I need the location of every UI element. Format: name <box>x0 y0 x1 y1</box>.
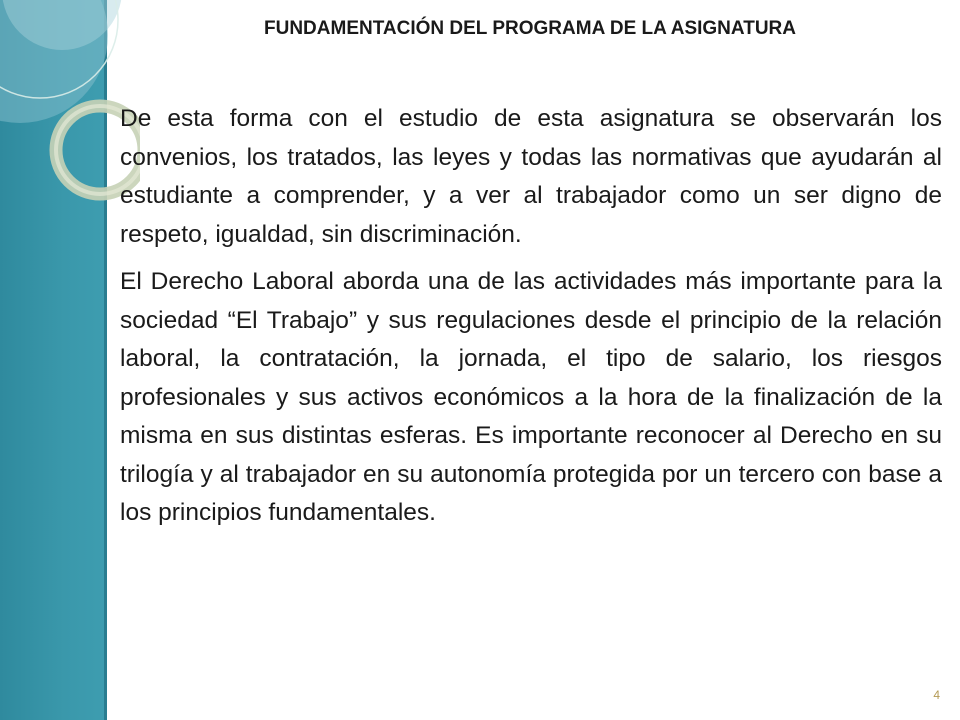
page-number: 4 <box>933 688 940 702</box>
paragraph-2: El Derecho Laboral aborda una de las actividades más importante para la sociedad “El Trabajo” y sus regulaciones desde el principio de la relación laboral, la contratación, la jornada, el tipo de salario, los riesgos profesionales y sus activos económicos a la hora de la finalización de la misma en sus distintas esferas. Es importante reconocer al Derecho en su trilogía y al trabajador en su autonomía protegida por un tercero con base a los principios fundamentales. <box>120 268 942 526</box>
slide-title: FUNDAMENTACIÓN DEL PROGRAMA DE LA ASIGNATURA <box>264 18 796 39</box>
decorative-rings-graphic <box>0 0 140 220</box>
paragraph-1: De esta forma con el estudio de esta asignatura se observarán los convenios, los tratados, las leyes y todas las normativas que ayudarán al estudiante a comprender, y a ver al trabajador como un ser digno de respeto, igualdad, sin discriminación. <box>120 105 942 248</box>
slide-body <box>120 100 942 533</box>
